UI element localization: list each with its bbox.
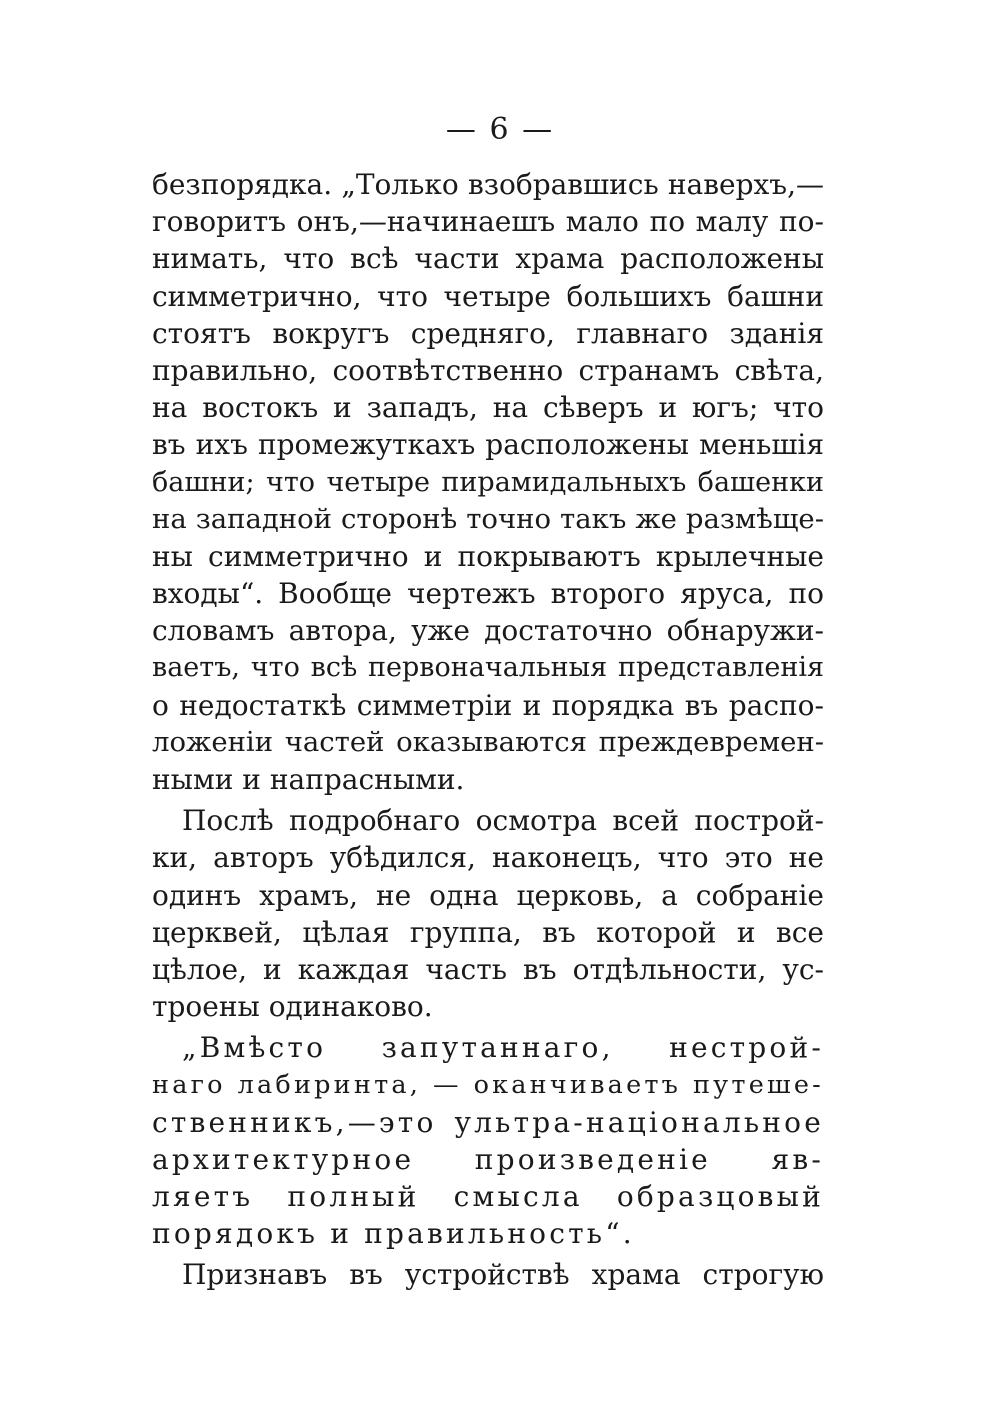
text-line: стоятъ вокругъ средняго, главнаго зданія	[152, 316, 824, 350]
text-line: симметрично, что четыре большихъ башни	[152, 279, 824, 313]
text-line: троены одинаково.	[152, 990, 433, 1024]
text-line: на востокъ и западъ, на сѣверъ и югъ; что	[152, 391, 824, 425]
text-line: ными и напрасными.	[152, 763, 465, 796]
text-line: словамъ автора, уже достаточно обнаружи-	[152, 614, 824, 648]
text-line: архитектурное произведеніе яв-	[152, 1142, 824, 1176]
text-line: говоритъ онъ,—начинаешъ мало по малу по-	[152, 205, 824, 239]
text-line: ки, авторъ убѣдился, наконецъ, что это не	[152, 841, 824, 875]
text-line: ваетъ, что всѣ первоначальныя представленія	[152, 652, 824, 684]
text-line: ны симметрично и покрываютъ крылечные	[152, 539, 824, 573]
text-line: ляетъ полный смысла образцовый	[152, 1180, 824, 1214]
text-line: башни; что четыре пирамидальныхъ башенки	[152, 466, 824, 498]
body-text	[152, 166, 824, 1294]
text-line: въ ихъ промежуткахъ расположены меньшія	[152, 428, 824, 462]
text-line: правильно, соотвѣтственно странамъ свѣта,	[152, 353, 824, 387]
text-line: ложеніи частей оказываются преждевремен-	[152, 725, 824, 758]
text-line: нимать, что всѣ части храма расположены	[152, 242, 824, 276]
text-line: ственникъ,—это ультра-національное	[152, 1105, 824, 1139]
text-line: безпорядка. „Только взобравшись наверхъ,—	[152, 168, 824, 201]
page-number: — 6 —	[445, 112, 555, 147]
text-line: Признавъ въ устройствѣ храма строгую	[182, 1258, 824, 1292]
text-line: на западной сторонѣ точно такъ же размѣще-	[152, 502, 824, 535]
text-line: цѣлое, и каждая часть въ отдѣльности, ус-	[152, 952, 824, 986]
text-line: наго лабиринта, — оканчиваетъ путеше-	[152, 1069, 824, 1100]
text-line: „Вмѣсто запутаннаго, нестрой-	[182, 1031, 824, 1065]
text-line: одинъ храмъ, не одна церковь, а собраніе	[152, 878, 824, 912]
text-line: Послѣ подробнаго осмотра всей построй-	[182, 804, 824, 838]
text-line: церквей, цѣлая группа, въ которой и все	[152, 915, 824, 949]
text-line: порядокъ и правильность“.	[152, 1217, 635, 1251]
text-line: о недостаткѣ симметріи и порядка въ распо-	[152, 688, 824, 722]
text-line: входы“. Вообще чертежъ второго яруса, по	[152, 577, 824, 611]
